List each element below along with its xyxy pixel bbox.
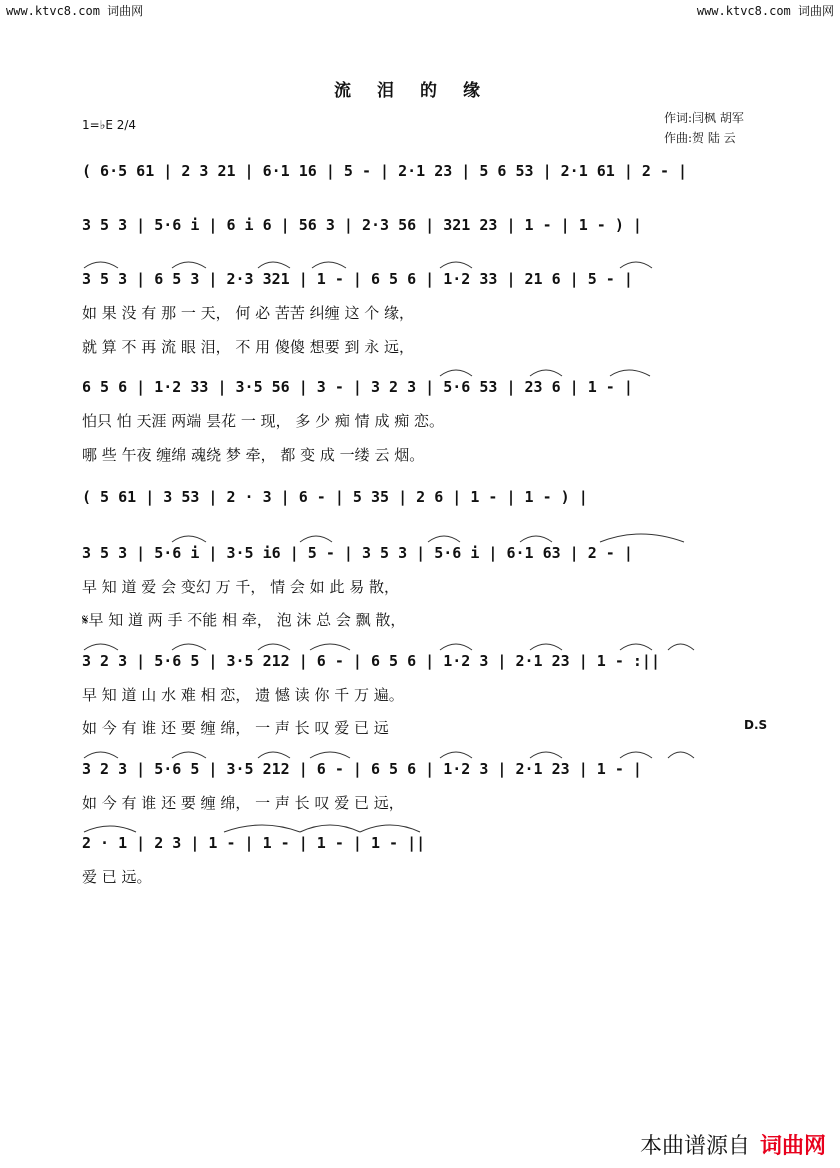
lyric-line: 爱 已 远。 bbox=[82, 868, 152, 886]
score-line: 3 2 3 | 5·6 5 | 3·5 212 | 6 - | 6 5 6 | 1·2 3 | 2·1 23 | 1 - :|| bbox=[82, 652, 660, 670]
lyric-line: 如 果 没 有 那 一 天， 何 必 苦苦 纠缠 这 个 缘， bbox=[82, 304, 414, 322]
footer-source bbox=[640, 1129, 826, 1160]
ds-mark: D.S bbox=[744, 718, 768, 732]
watermark-right: www.ktvc8.com 词曲网 bbox=[696, 4, 834, 18]
composer: 作曲:贺 陆 云 bbox=[664, 131, 736, 145]
lyric-line: 𝄋早 知 道 两 手 不能 相 牵， 泡 沫 总 会 飘 散， bbox=[82, 611, 406, 629]
score-line: 3 5 3 | 5·6 i | 3·5 i6 | 5 - | 3 5 3 | 5·6 i | 6·1 63 | 2 - | bbox=[82, 544, 633, 562]
score-line: 6 5 6 | 1·2 33 | 3·5 56 | 3 - | 3 2 3 | 5·6 53 | 23 6 | 1 - | bbox=[82, 378, 633, 396]
score-line: 3 5 3 | 6 5 3 | 2·3 321 | 1 - | 6 5 6 | 1·2 33 | 21 6 | 5 - | bbox=[82, 270, 633, 288]
lyric-line: 怕只 怕 天涯 两端 昙花 一 现， 多 少 痴 情 成 痴 恋。 bbox=[82, 412, 444, 430]
footer-brand: 词曲网 bbox=[759, 1134, 826, 1159]
score-line: 3 5 3 | 5·6 i | 6 i 6 | 56 3 | 2·3 56 | 321 23 | 1 - | 1 - ) | bbox=[82, 216, 642, 234]
score-line: 2 · 1 | 2 3 | 1 - | 1 - | 1 - | 1 - || bbox=[82, 834, 426, 852]
footer-text: 本曲谱源自 bbox=[639, 1134, 750, 1159]
key-signature: 1=♭E 2/4 bbox=[82, 118, 137, 132]
lyric-line: 如 今 有 谁 还 要 缠 绵， 一 声 长 叹 爱 已 远 bbox=[82, 719, 389, 737]
lyric-line: 哪 些 午夜 缠绵 魂绕 梦 牵， 都 变 成 一缕 云 烟。 bbox=[82, 446, 425, 464]
lyric-line: 就 算 不 再 流 眼 泪， 不 用 傻傻 想要 到 永 远， bbox=[82, 338, 414, 356]
score-line: 3 2 3 | 5·6 5 | 3·5 212 | 6 - | 6 5 6 | 1·2 3 | 2·1 23 | 1 - | bbox=[82, 760, 642, 778]
lyric-line: 早 知 道 山 水 难 相 恋， 遗 憾 读 你 千 万 遍。 bbox=[82, 686, 404, 704]
watermark-left: www.ktvc8.com 词曲网 bbox=[6, 4, 144, 18]
lyric-line: 早 知 道 爱 会 变幻 万 千， 情 会 如 此 易 散， bbox=[82, 578, 399, 596]
song-title: 流泪的缘 bbox=[334, 81, 506, 101]
lyricist: 作词:闫枫 胡军 bbox=[664, 111, 744, 125]
score-line: ( 5 61 | 3 53 | 2 · 3 | 6 - | 5 35 | 2 6 | 1 - | 1 - ) | bbox=[82, 488, 588, 506]
lyric-line: 如 今 有 谁 还 要 缠 绵， 一 声 长 叹 爱 已 远， bbox=[82, 794, 404, 812]
score-line: ( 6·5 61 | 2 3 21 | 6·1 16 | 5 - | 2·1 23 | 5 6 53 | 2·1 61 | 2 - | bbox=[82, 162, 688, 180]
